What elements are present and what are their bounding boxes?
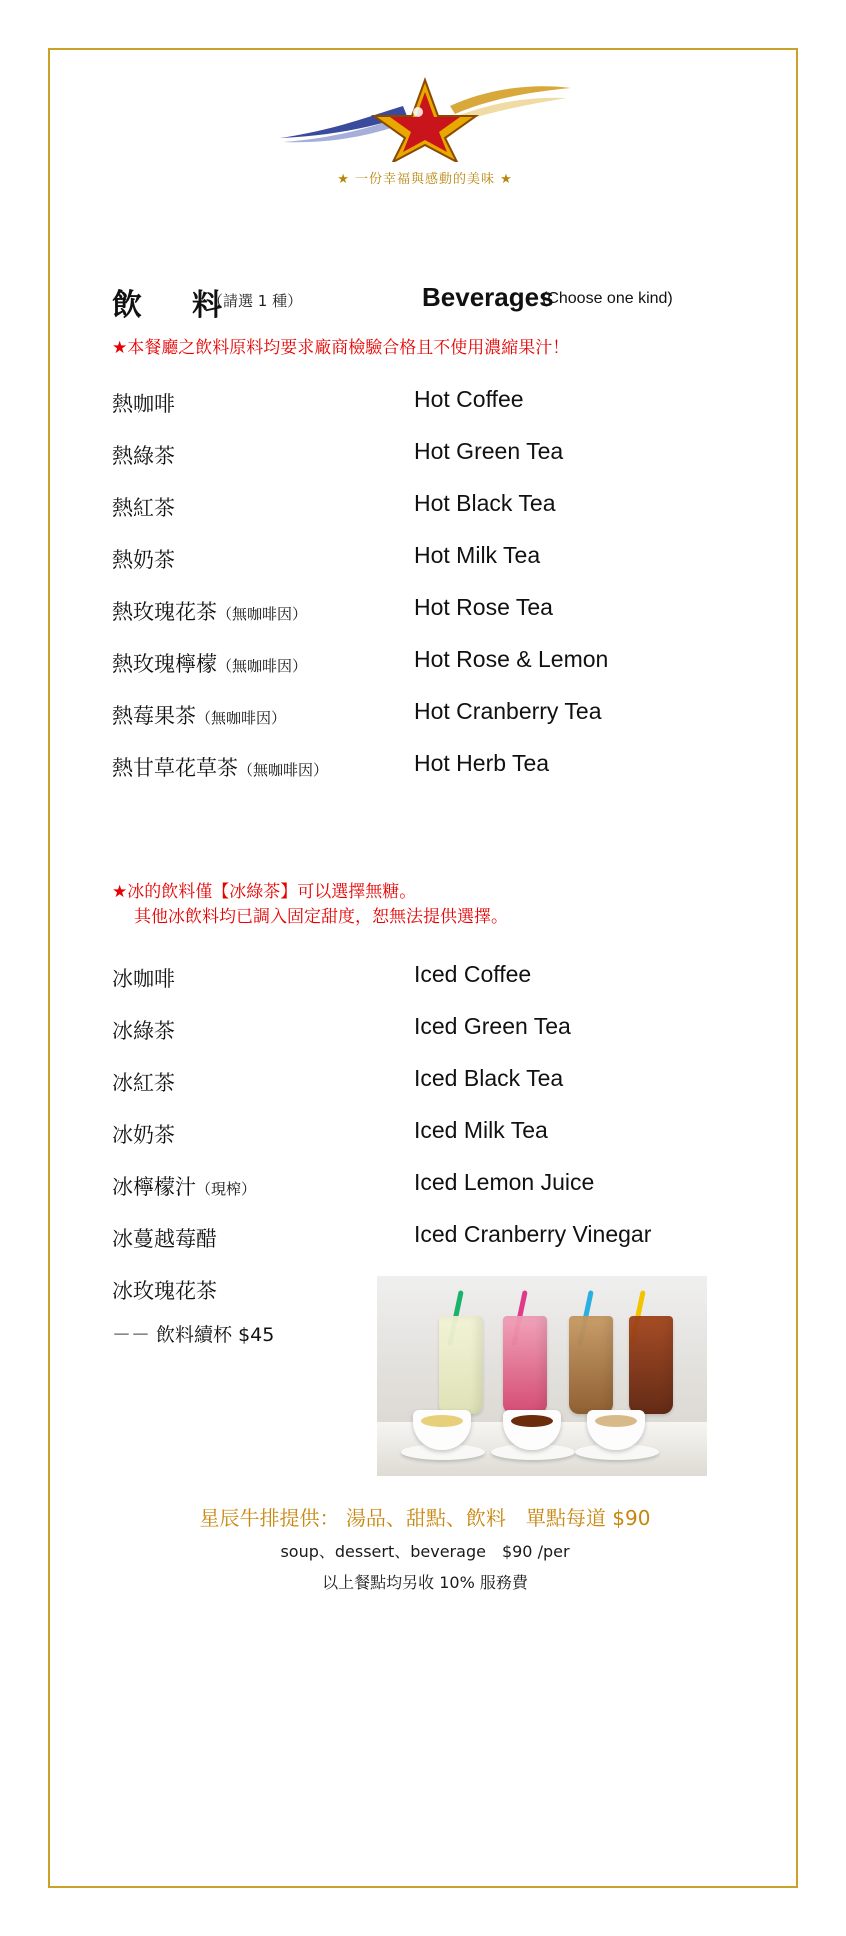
- photo-glass-berry: [503, 1316, 547, 1414]
- hot-item-name-zh: 熱綠茶: [112, 444, 175, 468]
- cold-item-name-zh: 冰咖啡: [112, 967, 175, 991]
- section-title-zh: 飲 料: [112, 288, 232, 323]
- cold-item-name-zh-note: （現榨）: [196, 1180, 257, 1198]
- section-title-en: Beverages: [422, 282, 554, 312]
- cold-item-name-zh: 冰綠茶: [112, 1019, 175, 1043]
- section-heading: [112, 280, 752, 323]
- hot-item-name-zh: 熱玫瑰花茶（無咖啡因）: [112, 600, 308, 624]
- hot-item-name-zh: 熱奶茶: [112, 548, 175, 572]
- footer-line-1: 星辰牛排提供： 湯品、甜點、飲料 單點每道 $90: [199, 1506, 651, 1530]
- hot-item-name-zh-note: （無咖啡因）: [238, 761, 329, 779]
- hot-item-name-en: Hot Rose Tea: [414, 594, 553, 620]
- menu-item-row: [112, 536, 772, 588]
- hot-item-name-en: Hot Milk Tea: [414, 542, 541, 568]
- hot-item-name-zh: 熱甘草花草茶（無咖啡因）: [112, 756, 329, 780]
- cold-beverage-notice: [112, 880, 772, 929]
- cold-item-name-zh: 冰紅茶: [112, 1071, 175, 1095]
- menu-footer: [50, 1502, 800, 1593]
- logo-tagline: ★ 一份幸福與感動的美味 ★: [337, 172, 513, 187]
- cold-item-name-en: Iced Lemon Juice: [414, 1169, 595, 1195]
- hot-item-name-zh: 熱咖啡: [112, 392, 175, 416]
- hot-item-name-en: Hot Cranberry Tea: [414, 698, 602, 724]
- hot-item-name-zh-note: （無咖啡因）: [196, 709, 287, 727]
- hot-item-name-en: Hot Rose & Lemon: [414, 646, 609, 672]
- refill-note: －－ 飲料續杯 $45: [112, 1324, 275, 1346]
- menu-item-row: [112, 484, 772, 536]
- menu-item-row: [112, 744, 772, 796]
- hot-item-name-zh: 熱莓果茶（無咖啡因）: [112, 704, 287, 728]
- photo-cup-right-liquid: [595, 1415, 637, 1427]
- cold-item-name-zh: 冰蔓越莓醋: [112, 1227, 217, 1251]
- menu-item-row: [112, 1111, 772, 1163]
- hot-item-name-en: Hot Green Tea: [414, 438, 564, 464]
- footer-line-3: 以上餐點均另收 10% 服務費: [322, 1573, 528, 1592]
- hot-item-name-en: Hot Black Tea: [414, 490, 556, 516]
- page-border-frame: [48, 48, 798, 1888]
- photo-cup-left-liquid: [421, 1415, 463, 1427]
- footer-line-2: soup、dessert、beverage $90 /per: [280, 1542, 570, 1561]
- menu-item-row: [112, 588, 772, 640]
- hot-item-name-zh: 熱玫瑰檸檬（無咖啡因）: [112, 652, 308, 676]
- hot-item-name-zh-note: （無咖啡因）: [217, 657, 308, 675]
- photo-cup-center-liquid: [511, 1415, 553, 1427]
- menu-item-row: [112, 380, 772, 432]
- photo-glass-milk-tea: [569, 1316, 613, 1414]
- hot-item-name-en: Hot Coffee: [414, 386, 524, 412]
- cold-notice-line-2: 其他冰飲料均已調入固定甜度，恕無法提供選擇。: [134, 906, 508, 927]
- menu-item-row: [112, 1163, 772, 1215]
- hot-item-name-zh: 熱紅茶: [112, 496, 175, 520]
- restaurant-logo: [50, 72, 800, 187]
- section-title-zh-note: （請選 1 種）: [208, 292, 303, 310]
- hot-item-name-en: Hot Herb Tea: [414, 750, 550, 776]
- cold-item-name-en: Iced Green Tea: [414, 1013, 571, 1039]
- menu-item-row: [112, 955, 772, 1007]
- menu-item-row: [112, 1215, 772, 1267]
- cold-item-name-en: Iced Cranberry Vinegar: [414, 1221, 652, 1247]
- cold-item-name-en: Iced Coffee: [414, 961, 532, 987]
- photo-glass-green-tea: [439, 1316, 483, 1414]
- cold-item-name-zh: 冰奶茶: [112, 1123, 175, 1147]
- menu-item-row: [112, 432, 772, 484]
- hot-beverage-list: [112, 380, 772, 796]
- cold-beverage-list: [112, 955, 772, 1319]
- star-logo-icon: [275, 72, 575, 162]
- cold-item-name-zh: 冰檸檬汁（現榨）: [112, 1175, 257, 1199]
- cold-item-name-en: Iced Milk Tea: [414, 1117, 548, 1143]
- menu-item-row: [112, 1007, 772, 1059]
- photo-glass-black-tea: [629, 1316, 673, 1414]
- menu-item-row: [112, 1059, 772, 1111]
- cold-item-name-en: Iced Black Tea: [414, 1065, 564, 1091]
- menu-item-row: [112, 640, 772, 692]
- section-title-en-note: (Choose one kind): [542, 290, 673, 307]
- hot-beverage-notice: ★本餐廳之飲料原料均要求廠商檢驗合格且不使用濃縮果汁！: [112, 338, 570, 358]
- menu-item-row: [112, 692, 772, 744]
- beverages-photo: [377, 1276, 707, 1476]
- cold-item-name-zh: 冰玫瑰花茶: [112, 1279, 217, 1303]
- hot-item-name-zh-note: （無咖啡因）: [217, 605, 308, 623]
- cold-notice-line-1: ★冰的飲料僅【冰綠茶】可以選擇無糖。: [112, 882, 417, 902]
